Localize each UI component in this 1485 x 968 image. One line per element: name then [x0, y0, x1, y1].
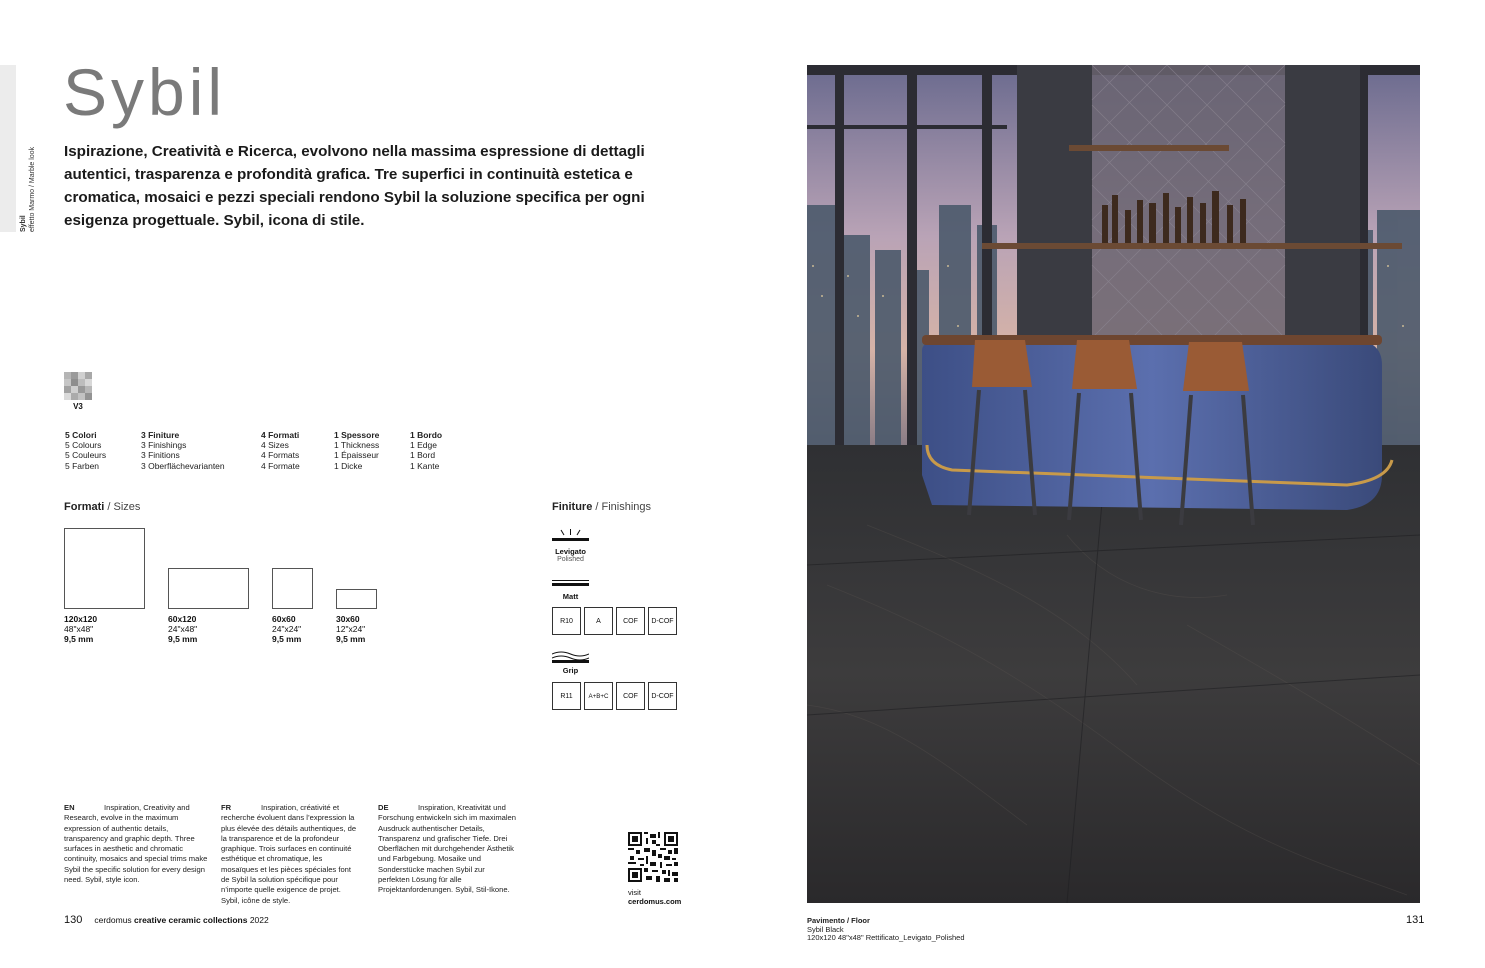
variation-label: V3: [73, 401, 83, 411]
page-title: Sybil: [63, 55, 227, 129]
spec-line: 1 Kante: [410, 460, 440, 471]
formati-heading-light: / Sizes: [104, 501, 141, 513]
side-tab-bar: [0, 65, 16, 232]
paragraph-text: Inspiration, créativité et recherche évoluent dans l’expression la plus élevée des détails authentiques, de la transparence et de la profondeur graphique. Trois surfaces en continuité esthétique et chromatique, les mosaïques et les pièces spéciales font de Sybil la solution spécifique pour n’importe quelle exigence de projet. Sybil, icône de style.: [221, 803, 357, 905]
spec-line: 1 Edge: [410, 440, 437, 451]
spec-line: 3 Finitions: [141, 450, 180, 461]
tile-60x60: [272, 568, 313, 609]
brand-tagline: creative ceramic collections: [134, 915, 248, 925]
spec-edge: [410, 430, 442, 471]
spec-sizes: [261, 430, 300, 471]
caption-title: Pavimento / Floor: [807, 916, 870, 925]
visit-url[interactable]: cerdomus.com: [628, 897, 682, 906]
spec-line: 4 Formati: [261, 430, 300, 440]
finiture-heading-light: / Finishings: [592, 501, 652, 513]
size-mm: 9,5 mm: [336, 634, 366, 644]
tile-60x120: [168, 568, 249, 609]
size-label-30x60: [336, 614, 365, 644]
spec-line: 3 Finishings: [141, 440, 187, 451]
grip-box-dcof: D-COF: [648, 682, 677, 710]
formati-heading: [64, 501, 140, 513]
caption-product: Sybil Black: [807, 924, 844, 934]
size-label-120x120: [64, 614, 97, 644]
matt-box-dcof: D-COF: [648, 607, 677, 635]
grip-box-cof: COF: [616, 682, 645, 710]
tile-30x60: [336, 589, 377, 609]
finish-levigato-sub: Polished: [557, 556, 584, 563]
size-inch: 12"x24": [336, 624, 366, 634]
formati-heading-bold: Formati: [64, 501, 105, 513]
paragraph-de: [378, 803, 518, 896]
spec-line: 4 Formate: [261, 460, 300, 471]
spec-line: 5 Colori: [65, 430, 97, 440]
spec-line: 5 Colours: [65, 440, 102, 451]
size-inch: 24"x48": [168, 624, 198, 634]
polished-finish-icon: [552, 528, 589, 544]
brand-name: cerdomus: [94, 915, 135, 925]
size-mm: 9,5 mm: [64, 634, 94, 644]
size-label-60x120: [168, 614, 197, 644]
spec-line: 4 Formats: [261, 450, 300, 461]
page-number-left: 130: [64, 914, 83, 926]
interior-bar-photo: [807, 65, 1420, 903]
spec-line: 1 Spessore: [334, 430, 380, 440]
paragraph-en: [64, 803, 209, 885]
footer-left: [64, 914, 269, 926]
finish-levigato-name: Levigato: [555, 547, 586, 556]
size-inch: 48"x48": [64, 624, 94, 634]
visit-link[interactable]: [628, 888, 681, 906]
side-tab-text: [19, 62, 37, 232]
page-number-right: 131: [1406, 914, 1425, 926]
lang-code: DE: [378, 803, 389, 812]
spec-line: 1 Dicke: [334, 460, 363, 471]
intro-text: Ispirazione, Creatività e Ricerca, evolvono nella massima espressione di dettagli autentici, trasparenza e profondità grafica. Tre superfici in continuità estetica e cromatica, mosaici e pezzi speciali rendono Sybil la soluzione specifica per ogni esigenza progettuale. Sybil, icona di stile.: [64, 143, 645, 229]
spec-line: 5 Couleurs: [65, 450, 107, 461]
side-tab-sub: effetto Marmo / Marble look: [29, 146, 36, 232]
grip-box-r11: R11: [552, 682, 581, 710]
size-label-60x60: [272, 614, 301, 644]
finiture-heading: [552, 501, 651, 513]
spec-line: 3 Oberflächevarianten: [141, 460, 225, 471]
spec-line: 4 Sizes: [261, 440, 289, 451]
finish-grip-name: Grip: [562, 666, 579, 675]
matt-box-r10: R10: [552, 607, 581, 635]
paragraph-fr: [221, 803, 361, 906]
grip-box-abc: A+B+C: [584, 682, 613, 710]
size-cm: 30x60: [336, 614, 360, 624]
paragraph-text: Inspiration, Creativity and Research, evolve in the maximum expression of authentic details, transparency and graphic depth. Three surfaces in aesthetic and chromatic continuity, mosaics and special trims make Sybil the specific solution for every design need. Sybil, style icon.: [64, 803, 208, 885]
visit-label: visit: [628, 888, 641, 897]
paragraph-text: Inspiration, Kreativität und Forschung entwickeln sich im maximalen Ausdruck authentischer Details, Transparenz und grafischer Tiefe. Drei Oberflächen mit durchgehender Ästhetik und Farbgebung. Mosaike und Sonderstücke machen Sybil zur perfekten Lösung für alle Projektanforderungen. Sybil, Stil-Ikone.: [378, 803, 517, 895]
size-cm: 60x60: [272, 614, 296, 624]
matt-box-a: A: [584, 607, 613, 635]
side-tab-name: Sybil: [20, 215, 27, 232]
size-mm: 9,5 mm: [272, 634, 302, 644]
spec-colors: [65, 430, 106, 471]
spec-line: 3 Finiture: [141, 430, 180, 440]
photo-caption: [807, 917, 965, 943]
caption-spec: 120x120 48"x48" Rettificato_Levigato_Polished: [807, 933, 965, 942]
spec-finishings: [141, 430, 225, 471]
tile-120x120: [64, 528, 145, 609]
matt-finish-icon: [552, 578, 589, 588]
variation-grid-icon: [64, 372, 92, 400]
spec-line: 5 Farben: [65, 460, 100, 471]
spec-thickness: [334, 430, 379, 471]
brand-year: 2022: [247, 915, 269, 925]
bar-scene-illustration: [807, 65, 1420, 903]
finish-matt-name: Matt: [562, 592, 579, 601]
size-mm: 9,5 mm: [168, 634, 198, 644]
spec-line: 1 Bord: [410, 450, 436, 461]
spec-line: 1 Bordo: [410, 430, 443, 440]
size-cm: 120x120: [64, 614, 98, 624]
spec-line: 1 Épaisseur: [334, 450, 379, 461]
brand-line: [94, 915, 268, 925]
finiture-heading-bold: Finiture: [552, 501, 593, 513]
size-inch: 24"x24": [272, 624, 302, 634]
size-cm: 60x120: [168, 614, 197, 624]
grip-finish-icon: [552, 650, 589, 664]
spec-line: 1 Thickness: [334, 440, 380, 451]
qr-code-icon[interactable]: [628, 832, 678, 882]
lang-code: FR: [221, 803, 232, 812]
variation-indicator: [64, 372, 92, 411]
lang-code: EN: [64, 803, 75, 812]
matt-box-cof: COF: [616, 607, 645, 635]
